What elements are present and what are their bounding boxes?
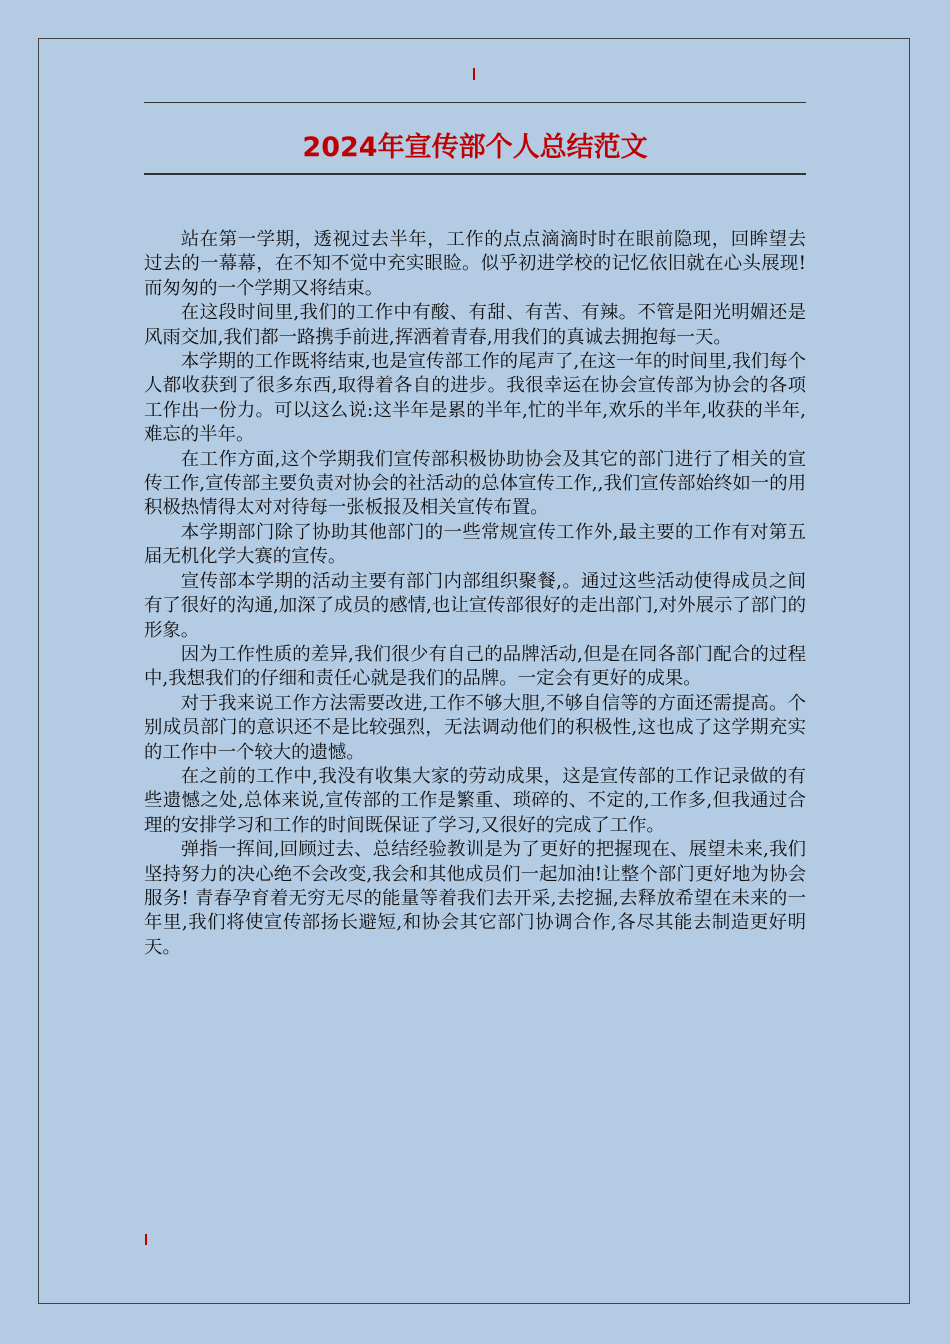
header-rule (144, 102, 806, 103)
footer-mark (145, 1234, 147, 1245)
paragraph-4: 在工作方面,这个学期我们宣传部积极协助协会及其它的部门进行了相关的宣传工作,宣传部主要负责对协会的社活动的总体宣传工作,,我们宣传部始终如一的用积极热情得太对对待每一张板报及相关宣传布置。 (144, 448, 806, 519)
title-rule (144, 173, 806, 175)
paragraph-7: 因为工作性质的差异,我们很少有自己的品牌活动,但是在同各部门配合的过程中,我想我们的仔细和责任心就是我们的品牌。一定会有更好的成果。 (144, 643, 806, 690)
document-body (144, 228, 806, 960)
paragraph-1: 站在第一学期，透视过去半年，工作的点点滴滴时时在眼前隐现，回眸望去过去的一幕幕，在不知不觉中充实眼睑。似乎初进学校的记忆依旧就在心头展现!而匆匆的一个学期又将结束。 (144, 229, 806, 299)
paragraph-3: 本学期的工作既将结束,也是宣传部工作的尾声了,在这一年的时间里,我们每个人都收获到了很多东西,取得着各自的进步。我很幸运在协会宣传部为协会的各项工作出一份力。可以这么说:这半年是累的半年,忙的半年,欢乐的半年,收获的半年,难忘的半年。 (144, 351, 806, 446)
paragraph-2: 在这段时间里,我们的工作中有酸、有甜、有苦、有辣。不管是阳光明媚还是风雨交加,我们都一路携手前进,挥洒着青春,用我们的真诚去拥抱每一天。 (144, 302, 806, 348)
document-title: 2024年宣传部个人总结范文 (302, 132, 648, 163)
header-mark (473, 68, 475, 80)
paragraph-9: 在之前的工作中,我没有收集大家的劳动成果，这是宣传部的工作记录做的有些遗憾之处,总体来说,宣传部的工作是繁重、琐碎的、不定的,工作多,但我通过合理的安排学习和工作的时间既保证了学习,又很好的完成了工作。 (144, 765, 806, 836)
paragraph-5: 本学期部门除了协助其他部门的一些常规宣传工作外,最主要的工作有对第五届无机化学大赛的宣传。 (144, 521, 806, 568)
paragraph-10: 弹指一挥间,回顾过去、总结经验教训是为了更好的把握现在、展望未来,我们坚持努力的决心绝不会改变,我会和其他成员们一起加油!让整个部门更好地为协会服务! 青春孕育着无穷无尽的能量等着我们去开采,去挖掘,去释放希望在未来的一年里,我们将使宣传部扬长避短,和协会其它部门协调合作,各尽其能去制造更好明天。 (144, 839, 806, 958)
paragraph-8: 对于我来说工作方法需要改进,工作不够大胆,不够自信等的方面还需提高。个别成员部门的意识还不是比较强烈，无法调动他们的积极性,这也成了这学期充实的工作中一个较大的遗憾。 (144, 692, 806, 763)
paragraph-6: 宣传部本学期的活动主要有部门内部组织聚餐,。通过这些活动使得成员之间有了很好的沟通,加深了成员的感情,也让宣传部很好的走出部门,对外展示了部门的形象。 (144, 570, 806, 641)
